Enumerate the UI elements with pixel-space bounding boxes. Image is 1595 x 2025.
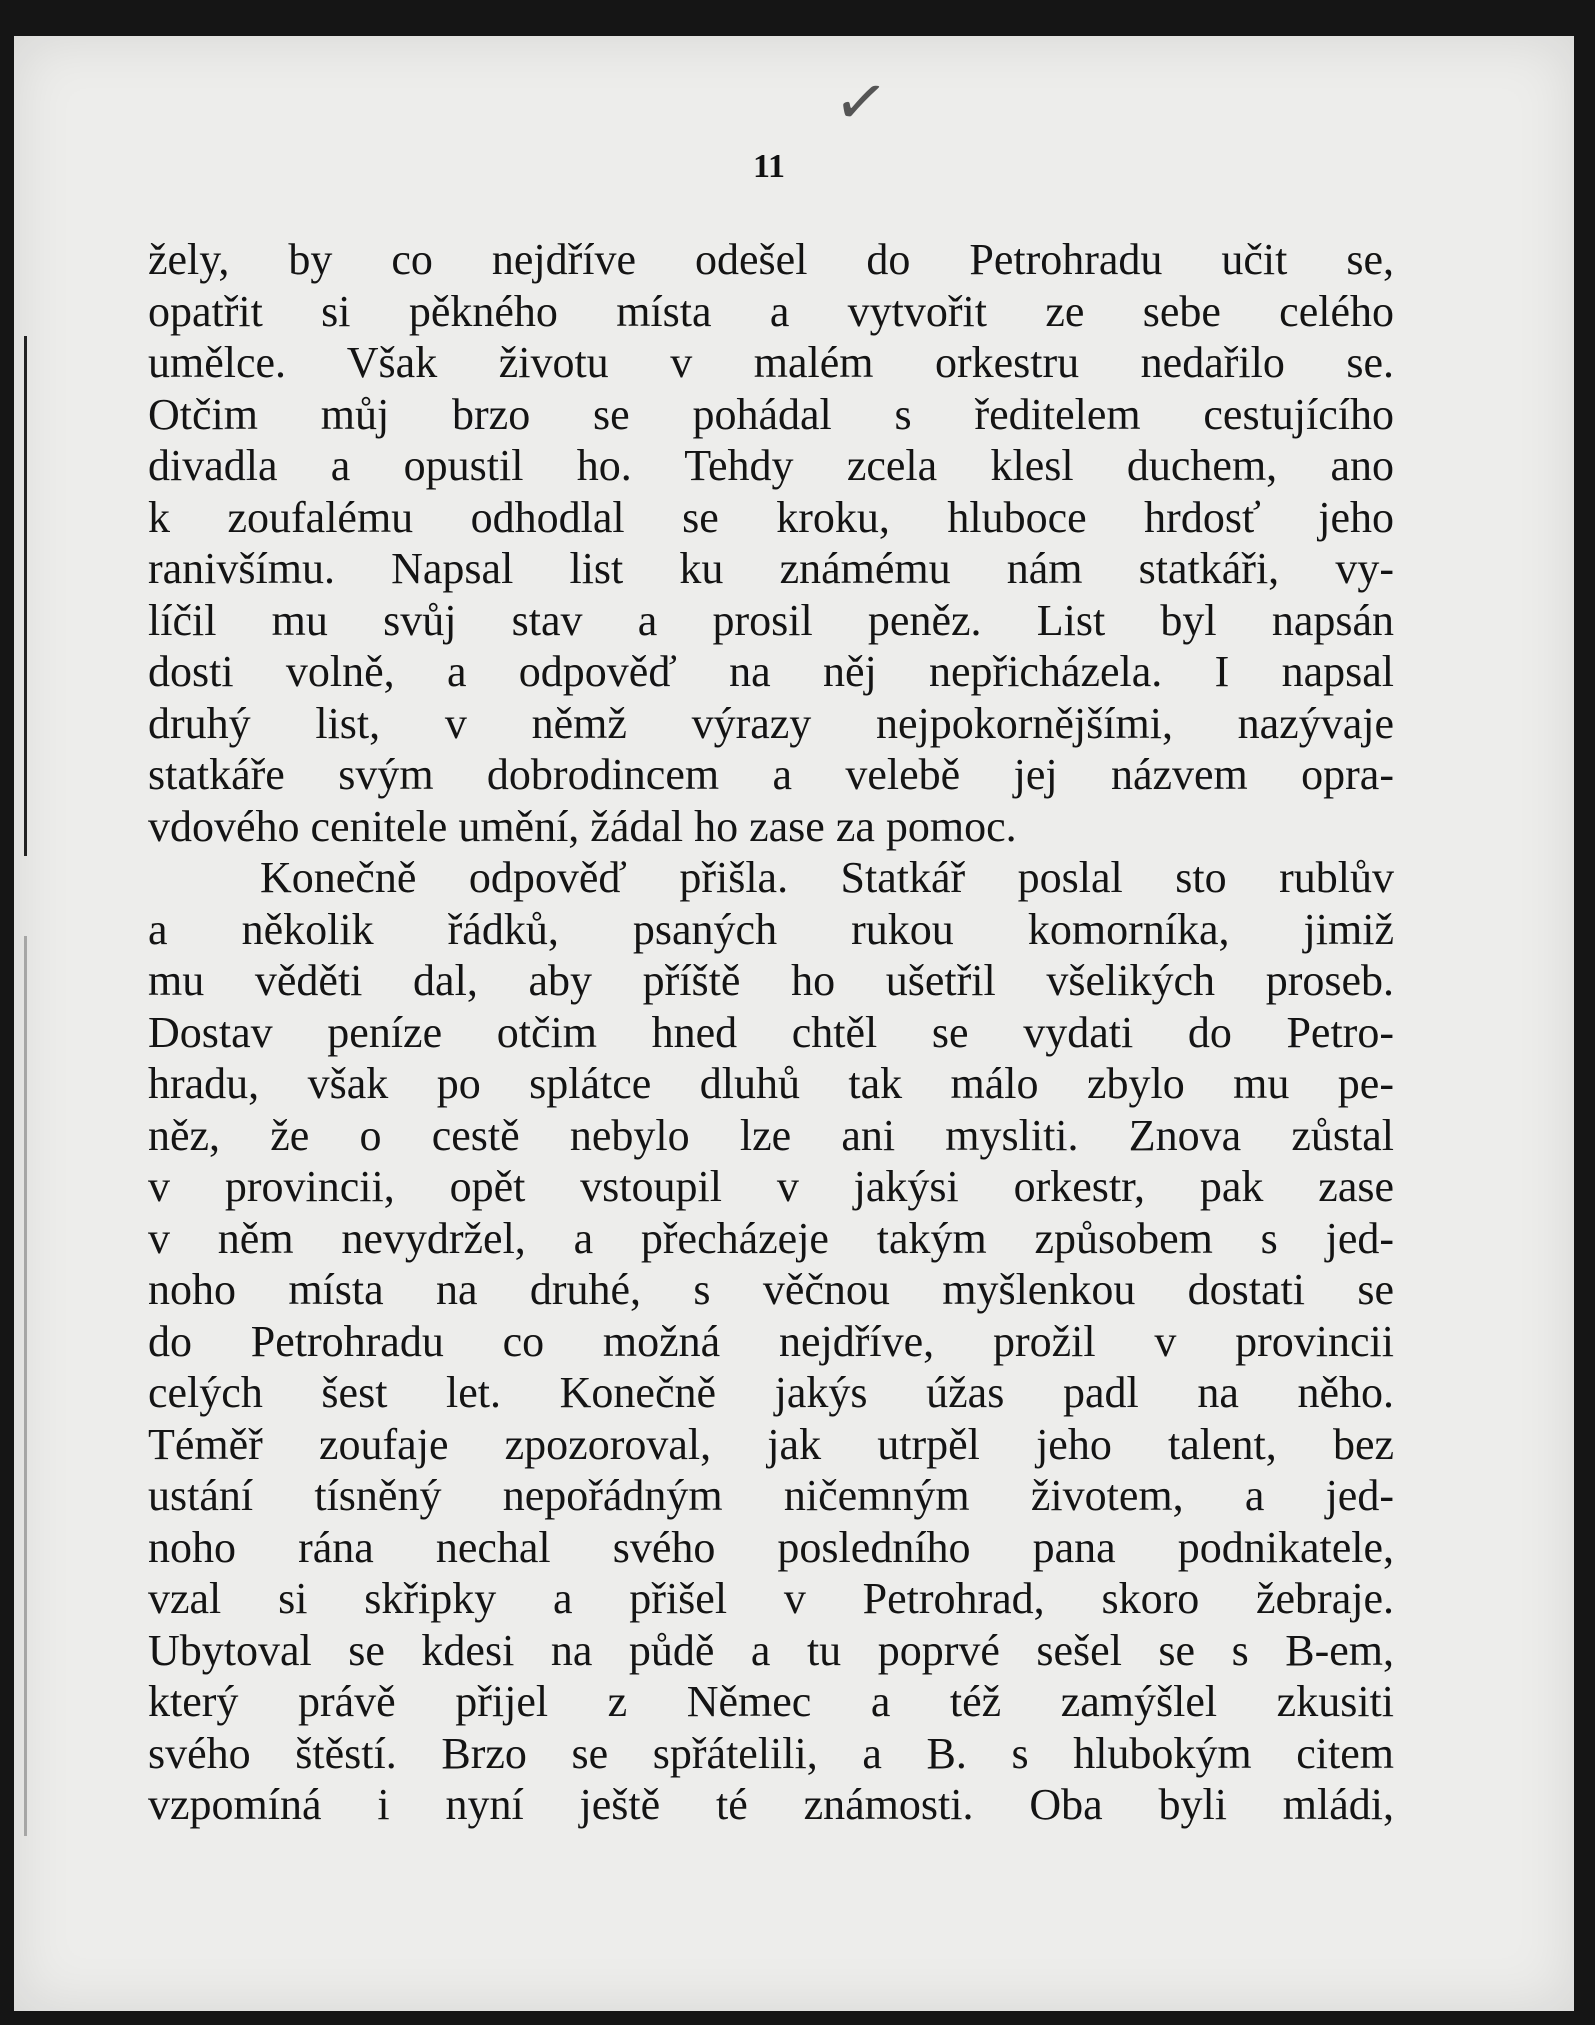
text-line: hradu, však po splátce dluhů tak málo zbylo mu pe-	[148, 1059, 1394, 1108]
body-text	[148, 234, 1394, 1831]
text-line: umělce. Však životu v malém orkestru nedařilo se.	[148, 338, 1394, 387]
pencil-mark-icon: ✓	[829, 62, 893, 144]
text-line: vzpomíná i nyní ještě té známosti. Oba byli mládi,	[148, 1780, 1394, 1829]
text-line: k zoufalému odhodlal se kroku, hluboce hrdosť jeho	[148, 492, 1394, 542]
text-line: vzal si skřipky a přišel v Petrohrad, skoro žebraje.	[148, 1574, 1394, 1623]
text-line: divadla a opustil ho. Tehdy zcela klesl duchem, ano	[148, 441, 1394, 490]
text-line: ranivšímu. Napsal list ku známému nám statkáři, vy-	[148, 544, 1394, 593]
text-line: a několik řádků, psaných rukou komorníka, jimiž	[148, 904, 1394, 954]
book-page	[14, 36, 1574, 2011]
text-line: v něm nevydržel, a přecházeje takým způsobem s jed-	[148, 1213, 1394, 1263]
text-line: mu věděti dal, aby příště ho ušetřil všelikých proseb.	[148, 956, 1394, 1005]
text-line: něz, že o cestě nebylo lze ani mysliti. Znova zůstal	[148, 1110, 1394, 1160]
text-line: noho rána nechal svého posledního pana podnikatele,	[148, 1522, 1394, 1572]
text-line: dosti volně, a odpověď na něj nepřicházela. I napsal	[148, 647, 1394, 696]
text-line: svého štěstí. Brzo se spřátelili, a B. s hlubokým citem	[148, 1728, 1394, 1778]
text-line: do Petrohradu co možná nejdříve, prožil v provincii	[148, 1316, 1394, 1366]
binding-edge	[24, 336, 27, 856]
paragraph-end-line: vdového cenitele umění, žádal ho zase za pomoc.	[148, 801, 1017, 851]
text-line: který právě přijel z Němec a též zamýšlel zkusiti	[148, 1677, 1394, 1726]
text-line: Ubytoval se kdesi na půdě a tu poprvé sešel se s B-em,	[148, 1625, 1394, 1675]
text-line: Téměř zoufaje zpozoroval, jak utrpěl jeho talent, bez	[148, 1419, 1394, 1469]
paragraph-start-line: Konečně odpověď přišla. Statkář poslal sto rublův	[260, 853, 1394, 902]
text-line: v provincii, opět vstoupil v jakýsi orkestr, pak zase	[148, 1162, 1394, 1211]
text-line: žely, by co nejdříve odešel do Petrohradu učit se,	[148, 235, 1394, 284]
text-line: ustání tísněný nepořádným ničemným životem, a jed-	[148, 1471, 1394, 1520]
binding-shadow	[24, 936, 27, 1836]
text-line: druhý list, v němž výrazy nejpokornějšími, nazývaje	[148, 698, 1394, 748]
text-line: Otčim můj brzo se pohádal s ředitelem cestujícího	[148, 389, 1394, 439]
text-line: Dostav peníze otčim hned chtěl se vydati do Petro-	[148, 1007, 1394, 1057]
page-number: 11	[752, 148, 786, 185]
text-line: noho místa na druhé, s věčnou myšlenkou dostati se	[148, 1265, 1394, 1314]
text-line: statkáře svým dobrodincem a velebě jej názvem opra-	[148, 750, 1394, 799]
text-line: líčil mu svůj stav a prosil peněz. List byl napsán	[148, 595, 1394, 645]
text-line: opatřit si pěkného místa a vytvořit ze sebe celého	[148, 286, 1394, 336]
text-line: celých šest let. Konečně jakýs úžas padl na něho.	[148, 1368, 1394, 1417]
